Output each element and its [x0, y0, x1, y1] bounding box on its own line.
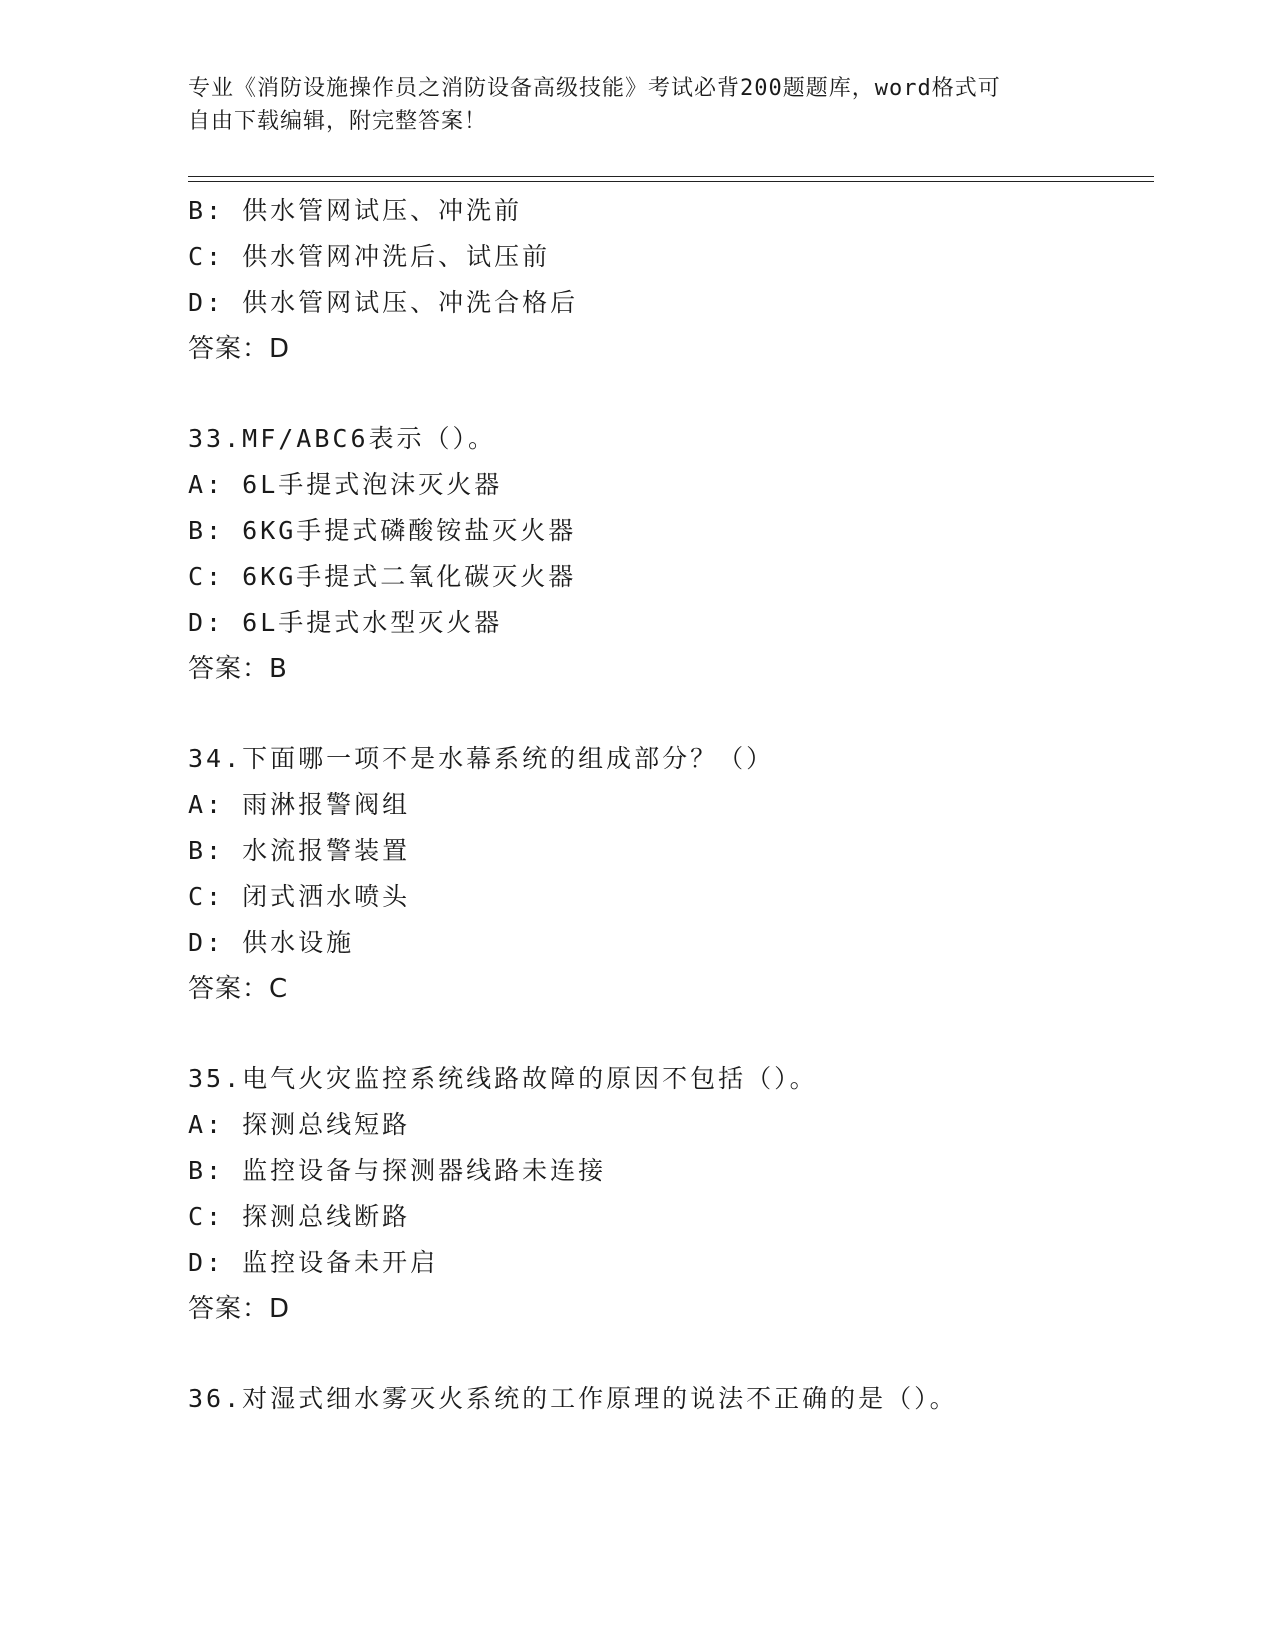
spacer [188, 1012, 1168, 1056]
option-c: C: 6KG手提式二氧化碳灭火器 [188, 562, 577, 591]
document-header [188, 72, 1068, 138]
question-stem: 33.MF/ABC6表示（）。 [188, 424, 497, 453]
option-b: B: 供水管网试压、冲洗前 [188, 196, 523, 225]
option-c: C: 探测总线断路 [188, 1202, 411, 1231]
question-36 [188, 1376, 1168, 1422]
option-d: D: 供水管网试压、冲洗合格后 [188, 288, 579, 317]
answer-line: 答案：B [188, 654, 288, 684]
spacer [188, 1332, 1168, 1376]
question-35 [188, 1056, 1168, 1332]
header-line-1: 专业《消防设施操作员之消防设备高级技能》考试必背200题题库，word格式可 [188, 76, 1001, 101]
header-divider-top [188, 176, 1154, 177]
spacer [188, 372, 1168, 416]
answer-line: 答案：D [188, 1294, 291, 1324]
option-c: C: 供水管网冲洗后、试压前 [188, 242, 551, 271]
option-a: A: 雨淋报警阀组 [188, 790, 411, 819]
question-list [188, 188, 1168, 1422]
question-32-continued [188, 188, 1168, 372]
question-stem: 35.电气火灾监控系统线路故障的原因不包括（）。 [188, 1064, 818, 1093]
question-stem: 34.下面哪一项不是水幕系统的组成部分？（） [188, 744, 775, 773]
question-33 [188, 416, 1168, 692]
spacer [188, 692, 1168, 736]
option-b: B: 监控设备与探测器线路未连接 [188, 1156, 607, 1185]
option-b: B: 水流报警装置 [188, 836, 411, 865]
header-divider-bottom [188, 181, 1154, 182]
option-d: D: 监控设备未开启 [188, 1248, 439, 1277]
option-c: C: 闭式洒水喷头 [188, 882, 411, 911]
option-a: A: 6L手提式泡沫灭火器 [188, 470, 503, 499]
question-stem: 36.对湿式细水雾灭火系统的工作原理的说法不正确的是（）。 [188, 1384, 958, 1413]
option-a: A: 探测总线短路 [188, 1110, 411, 1139]
option-d: D: 供水设施 [188, 928, 355, 957]
answer-line: 答案：C [188, 974, 289, 1004]
answer-line: 答案：D [188, 334, 291, 364]
header-line-2: 自由下载编辑，附完整答案！ [188, 109, 488, 134]
option-b: B: 6KG手提式磷酸铵盐灭火器 [188, 516, 577, 545]
option-d: D: 6L手提式水型灭火器 [188, 608, 503, 637]
question-34 [188, 736, 1168, 1012]
